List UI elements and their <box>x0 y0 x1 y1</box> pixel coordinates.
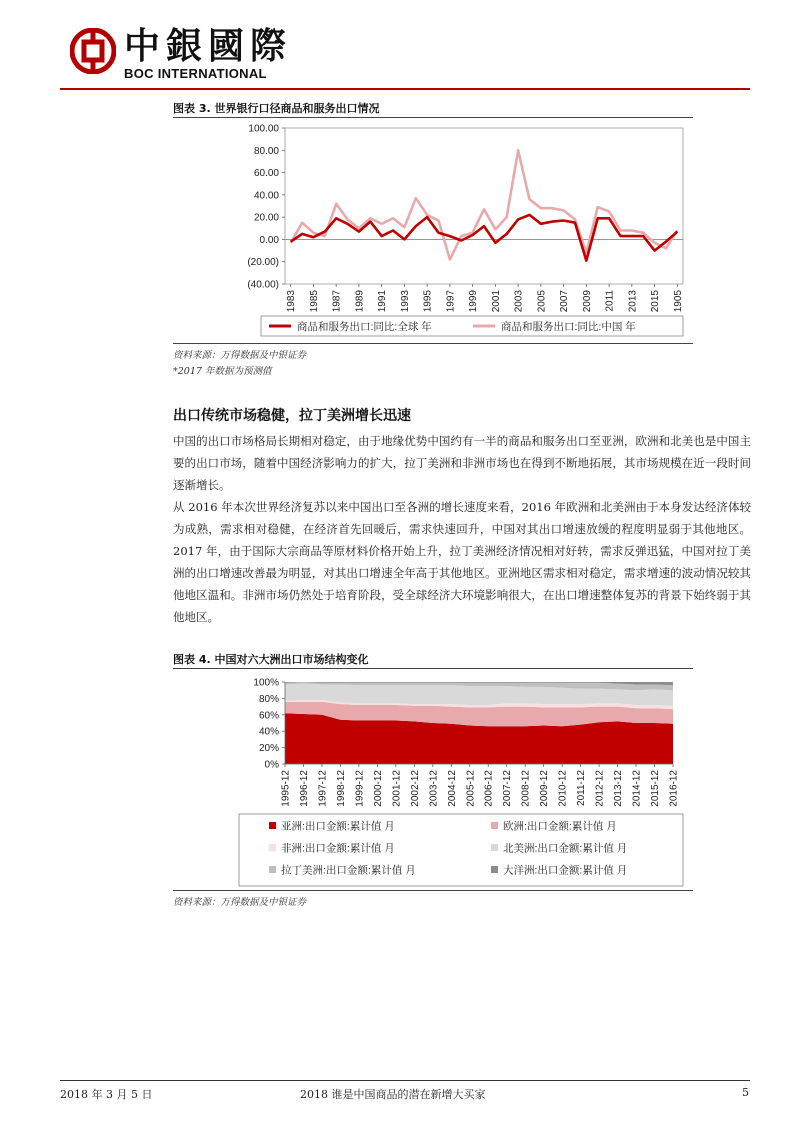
footer-rule <box>60 1080 750 1081</box>
x-tick-label: 2016-12 <box>668 770 680 807</box>
x-tick-label: 1998-12 <box>335 770 347 807</box>
x-tick-label: 2013 <box>627 290 639 313</box>
x-tick-label: 2000-12 <box>372 770 384 807</box>
footer-title: 2018 谁是中国商品的潜在新增大买家 <box>300 1088 486 1101</box>
figure3-title-rule <box>173 117 693 118</box>
series-line-china <box>291 150 678 259</box>
x-tick-label: 2005-12 <box>465 770 477 807</box>
x-tick-label: 2003 <box>513 290 525 313</box>
y-tick-label: 60.00 <box>253 168 279 180</box>
legend-label: 亚洲:出口金额:累计值 月 <box>281 820 395 833</box>
x-tick-label: 2009-12 <box>539 770 551 807</box>
figure3-source: 资料来源：万得数据及中银证券 <box>173 350 307 361</box>
legend-label: 拉丁美洲:出口金额:累计值 月 <box>281 864 416 877</box>
y-tick-label: 0.00 <box>259 234 279 246</box>
y-tick-label: 40% <box>258 726 279 738</box>
figure3-note: *2017 年数据为预测值 <box>173 366 272 377</box>
section-heading: 出口传统市场稳健，拉丁美洲增长迅速 <box>173 408 411 424</box>
y-tick-label: 20% <box>258 743 279 755</box>
figure4-source: 资料来源：万得数据及中银证券 <box>173 897 307 908</box>
legend-label: 商品和服务出口:同比:全球 年 <box>297 321 432 333</box>
x-tick-label: 1993 <box>399 290 411 313</box>
y-tick-label: (20.00) <box>247 257 279 269</box>
x-tick-label: 2015 <box>650 290 662 313</box>
x-tick-label: 2003-12 <box>428 770 440 807</box>
y-tick-label: 80.00 <box>253 145 279 157</box>
footer-date: 2018 年 3 月 5 日 <box>60 1088 153 1101</box>
x-tick-label: 1905 <box>672 290 684 313</box>
y-tick-label: 20.00 <box>253 212 279 224</box>
figure4-area-chart <box>173 670 698 892</box>
figure3-bottom-rule <box>173 343 693 344</box>
boc-logo-icon <box>70 28 116 74</box>
y-tick-label: 100.00 <box>248 123 279 135</box>
x-tick-label: 1999-12 <box>354 770 366 807</box>
x-tick-label: 2007-12 <box>502 770 514 807</box>
legend-label: 欧洲:出口金额:累计值 月 <box>503 820 617 833</box>
x-tick-label: 1991 <box>377 290 389 313</box>
figure4-bottom-rule <box>173 890 693 891</box>
x-tick-label: 2011 <box>604 290 616 312</box>
figure4-title-rule <box>173 668 693 669</box>
x-tick-label: 1989 <box>354 290 366 313</box>
x-tick-label: 1999 <box>468 290 480 313</box>
x-tick-label: 2007 <box>559 290 571 313</box>
x-tick-label: 1995 <box>422 290 434 313</box>
logo-chinese-name: 中銀國際 <box>124 25 293 67</box>
x-tick-label: 2001-12 <box>391 770 403 807</box>
x-tick-label: 2014-12 <box>631 770 643 807</box>
figure4-title: 图表 4. 中国对六大洲出口市场结构变化 <box>173 653 369 666</box>
plot-area-frame <box>285 128 683 284</box>
x-tick-label: 2013-12 <box>613 770 625 807</box>
x-tick-label: 2002-12 <box>409 770 421 807</box>
legend-swatch <box>491 844 498 851</box>
x-tick-label: 1995-12 <box>280 770 292 807</box>
logo-english-name: BOC INTERNATIONAL <box>124 66 267 81</box>
x-tick-label: 2001 <box>490 290 502 313</box>
x-tick-label: 2015-12 <box>650 770 662 807</box>
x-tick-label: 2004-12 <box>446 770 458 807</box>
figure3-line-chart <box>173 120 698 342</box>
figure3-title: 图表 3. 世界银行口径商品和服务出口情况 <box>173 102 380 115</box>
legend-label: 非洲:出口金额:累计值 月 <box>281 842 395 855</box>
legend-swatch <box>269 844 276 851</box>
legend-label: 北美洲:出口金额:累计值 月 <box>503 842 628 855</box>
y-tick-label: 0% <box>264 759 279 771</box>
x-tick-label: 1997 <box>445 290 457 313</box>
y-tick-label: (40.00) <box>247 279 279 291</box>
legend-swatch <box>491 822 498 829</box>
header-rule <box>60 88 750 90</box>
x-tick-label: 2010-12 <box>557 770 569 807</box>
x-tick-label: 1987 <box>331 290 343 313</box>
x-tick-label: 2008-12 <box>520 770 532 807</box>
x-tick-label: 1997-12 <box>317 770 329 807</box>
legend-swatch <box>269 866 276 873</box>
y-tick-label: 40.00 <box>253 190 279 202</box>
x-tick-label: 1983 <box>286 290 298 313</box>
page-number: 5 <box>742 1086 749 1099</box>
y-tick-label: 100% <box>253 677 279 689</box>
x-tick-label: 2011-12 <box>576 770 588 806</box>
paragraph-1: 中国的出口市场格局长期相对稳定，由于地缘优势中国约有一半的商品和服务出口至亚洲，欧洲和北美也是中国主要的出口市场，随着中国经济影响力的扩大，拉丁美洲和非洲市场也在得到不断地拓展，其市场规模在近一段时间逐渐增长。 <box>173 434 751 492</box>
x-tick-label: 2012-12 <box>594 770 606 807</box>
x-tick-label: 1985 <box>308 290 320 313</box>
x-tick-label: 2005 <box>536 290 548 313</box>
legend-swatch <box>269 822 276 829</box>
x-tick-label: 2009 <box>581 290 593 313</box>
legend-label: 商品和服务出口:同比:中国 年 <box>501 321 636 333</box>
y-tick-label: 80% <box>258 693 279 705</box>
x-tick-label: 2006-12 <box>483 770 495 807</box>
legend-swatch <box>491 866 498 873</box>
legend-label: 大洋洲:出口金额:累计值 月 <box>503 864 628 877</box>
x-tick-label: 1996-12 <box>298 770 310 807</box>
y-tick-label: 60% <box>258 710 279 722</box>
paragraph-2: 从 2016 年本次世界经济复苏以来中国出口至各洲的增长速度来看，2016 年欧洲和北美洲由于本身发达经济体较为成熟，需求相对稳健，在经济首先回暖后，需求快速回升，中国对其出口增速放缓的程度明显弱于其他地区。2017 年，由于国际大宗商品等原材料价格开始上升，拉丁美洲经济情况相对好转，需求反弹迅猛，中国对拉丁美洲的出口增速改善最为明显，对其出口增速全年高于其他地区。亚洲地区需求相对稳定，需求增速的波动情况较其他地区温和。非洲市场仍然处于培育阶段，受全球经济大环境影响很大，在出口增速整体复苏的背景下始终弱于其他地区。 <box>173 500 751 624</box>
